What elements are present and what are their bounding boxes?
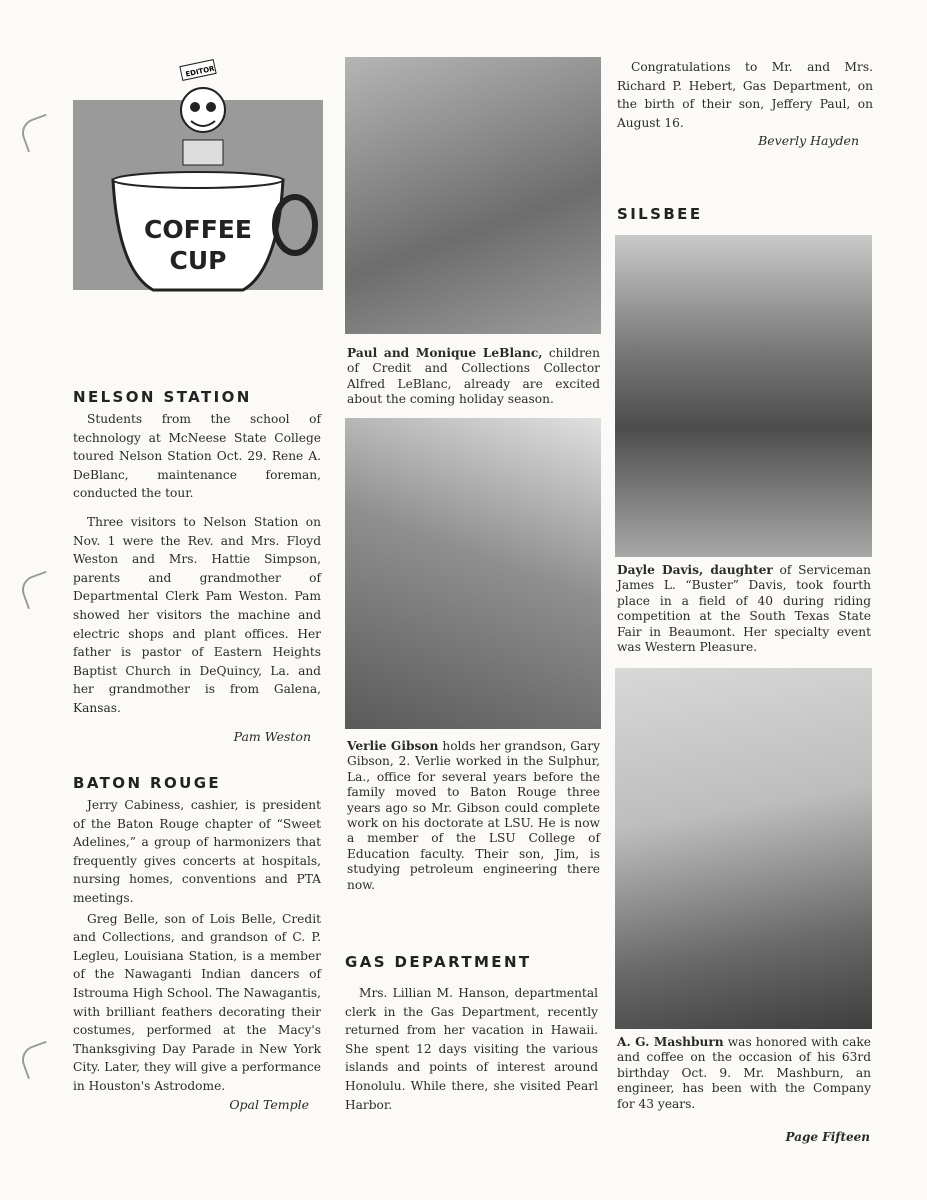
caption-mashburn: [617, 1035, 871, 1112]
paragraph: Congratulations to Mr. and Mrs. Richard P. Hebert, Gas Department, on the birth of their son, Jeffery Paul, on August 16.: [617, 60, 873, 130]
paragraph: Students from the school of technology at McNeese State College toured Nelson Station Oct. 29. Rene A. DeBlanc, maintenance foreman, conducted the tour.: [73, 412, 321, 501]
paragraph: Greg Belle, son of Lois Belle, Credit and Collections, and grandson of C. P. Legleu, Louisiana Station, is a member of the Nawaganti Indian dancers of Istrouma High School. The Nawagantis, with brilliant feathers decorating their costumes, performed at the Macy's Thanksgiving Day Parade in New York City. Later, they will give a performance in Houston's Astrodome.: [73, 911, 321, 1093]
caption-text: holds her grandson, Gary Gibson, 2. Verlie worked in the Sulphur, La., office for several years before the family moved to Baton Rouge three years ago so Mr. Gibson could complete work on his doctorate at LSU. He is now a member of the LSU College of Education faculty. Their son, Jim, is studying petroleum engineering there now.: [347, 739, 600, 892]
baton-rouge-article: [73, 796, 321, 1114]
section-heading-silsbee: SILSBEE: [617, 205, 703, 223]
section-heading-nelson-station: NELSON STATION: [73, 388, 252, 406]
signature: Pam Weston: [233, 728, 311, 744]
binder-hole: [18, 571, 56, 609]
gas-department-article: [345, 984, 598, 1124]
page-number: Page Fifteen: [785, 1130, 870, 1144]
caption-bold: Dayle Davis, daughter: [617, 563, 773, 577]
hebert-article: [617, 58, 873, 151]
binder-hole: [18, 114, 56, 152]
nelson-station-article: [73, 410, 321, 746]
section-heading-gas-department: GAS DEPARTMENT: [345, 953, 532, 971]
paragraph: Three visitors to Nelson Station on Nov. 1 were the Rev. and Mrs. Floyd Weston and Mrs. Hattie Simpson, parents and grandmother of Departmental Clerk Pam Weston. Pam showed her visitors the machine and electric shops and plant offices. Her father is pastor of Eastern Heights Baptist Church in DeQuincy, La. and her grandmother is from Galena, Kansas.: [73, 514, 321, 715]
signature: Beverly Hayden: [758, 133, 859, 149]
caption-gibson: [347, 739, 600, 893]
logo-sign-text: EDITOR: [184, 64, 216, 79]
caption-text: of Serviceman James L. “Buster” Davis, took fourth place in a field of 40 during riding competition at the South Texas State Fair in Beaumont. Her specialty event was Western Pleasure.: [617, 563, 871, 655]
photo-dayle-davis-horse: [615, 235, 872, 557]
caption-davis: [617, 563, 871, 655]
section-heading-baton-rouge: BATON ROUGE: [73, 774, 222, 792]
photo-leblanc-children: [345, 57, 601, 334]
caption-bold: Verlie Gibson: [347, 739, 439, 753]
caption-text: was honored with cake and coffee on the occasion of his 63rd birthday Oct. 9. Mr. Mashburn, an engineer, has been with the Company for 43 years.: [617, 1035, 871, 1111]
caption-bold: A. G. Mashburn: [617, 1035, 724, 1049]
paragraph: Mrs. Lillian M. Hanson, departmental clerk in the Gas Department, recently returned from her vacation in Hawaii. She spent 12 days visiting the various islands and points of interest around Honolulu. While there, she visited Pearl Harbor.: [345, 986, 598, 1112]
photo-mashburn: [615, 668, 872, 1029]
logo-title-line1: COFFEE: [144, 215, 252, 244]
paragraph: Jerry Cabiness, cashier, is president of the Baton Rouge chapter of “Sweet Adelines,” a group of harmonizers that frequently gives concerts at hospitals, nursing homes, conventions and PTA meetings.: [73, 798, 321, 905]
caption-leblanc: [347, 346, 600, 408]
photo-verlie-gibson: [345, 418, 601, 729]
binder-hole: [18, 1041, 56, 1079]
logo-title-line2: CUP: [169, 246, 227, 275]
caption-text: children of Credit and Collections Collector Alfred LeBlanc, already are excited about the coming holiday season.: [347, 346, 600, 407]
signature: Opal Temple: [229, 1096, 309, 1112]
caption-bold: Paul and Monique LeBlanc,: [347, 346, 543, 360]
coffee-cup-logo: [73, 64, 323, 290]
